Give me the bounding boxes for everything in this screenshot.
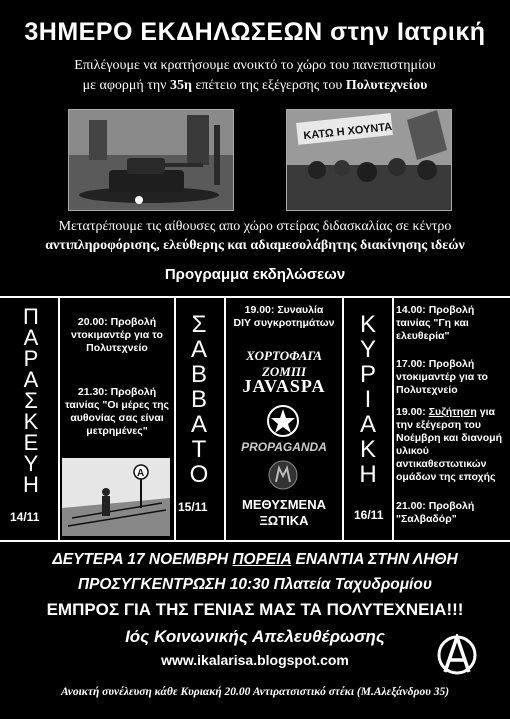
day-letter: Α	[190, 411, 207, 438]
assembly-note: Ανοικτή συνέλευση κάθε Κυριακή 20.00 Αντιρατσιστικό στέκι (Μ.Αλεξάνδρου 35)	[60, 686, 450, 698]
day-letter: Β	[190, 386, 207, 413]
intro-prefix: με αφορμή την	[82, 78, 170, 93]
star-icon	[266, 404, 300, 438]
intro-anniversary: 35η	[169, 78, 192, 93]
day-letter: Η	[23, 472, 39, 497]
event-text: Προβολή ταινίας "Γη και ελευθερία"	[396, 304, 475, 342]
day-letter: Ι	[364, 386, 372, 413]
event-text: Προβολή "Σαλβαδόρ"	[396, 500, 475, 525]
concert-subtitle: DIY συγκροτημάτων	[233, 317, 335, 329]
march-prefix: ΔΕΥΤΕΡΑ 17 ΝΟΕΜΒΡΗ	[52, 551, 233, 568]
propaganda-logo-icon	[268, 460, 298, 490]
tank-photo	[68, 109, 234, 211]
day-letter: Σ	[24, 388, 38, 413]
day-letter: Α	[23, 367, 39, 392]
saturday-label	[181, 312, 217, 487]
sunday-label	[350, 312, 386, 487]
band-1: ΧΟΡΤΟΦΑΓΑ ΖΟΜΠΙ	[245, 348, 323, 379]
divider-1	[58, 296, 60, 542]
grid-top-divider	[0, 296, 510, 298]
day-letter: Ε	[23, 430, 39, 455]
day-letter: Ρ	[23, 346, 39, 371]
event-time: 14.00:	[396, 304, 426, 316]
group-name: Ιός Κοινωνικής Απελευθέρωσης	[125, 627, 385, 646]
mid-line-2: αντιπληροφόρισης, ελεύθερης και αδιαμεσολάβητης διακίνησης ιδεών	[45, 238, 465, 253]
day-letter: Κ	[359, 311, 376, 338]
friday-label	[14, 306, 48, 495]
protest-photo	[286, 109, 452, 211]
sunday-event-4	[396, 500, 506, 526]
anarchy-a-icon	[436, 634, 478, 676]
event-time: 21.00:	[396, 500, 426, 512]
day-letter: Κ	[23, 409, 39, 434]
event-time: 19.00:	[396, 406, 426, 418]
intro-line-1: Επιλέγουμε να κρατήσουμε ανοικτό το χώρο του πανεπιστημίου	[74, 58, 436, 73]
event-text: για την εξέγερση του Νοέμβρη και διανομή υλικού αντικαθεστωτικών ομάδων της εποχής	[396, 406, 503, 483]
banner-text: ΚΑΤΩ Η ΧΟΥΝΤΑ	[302, 120, 393, 143]
band-4-line-1: ΜΕΘΥΣΜΕΝΑ	[242, 497, 326, 512]
divider-5	[392, 296, 394, 542]
event-text: Προβολή ντοκιμαντέρ για το Πολυτεχνείο	[396, 358, 488, 396]
slogan: ΕΜΠΡΟΣ ΓΙΑ ΤΗΣ ΓΕΝΙΑΣ ΜΑΣ ΤΑ ΠΟΛΥΤΕΧΝΕΙΑ!!!	[46, 600, 464, 619]
march-keyword: ΠΟΡΕΙΑ	[232, 551, 292, 568]
day-letter: Υ	[23, 451, 39, 476]
sunday-event-2	[396, 358, 506, 397]
day-letter: Β	[190, 361, 207, 388]
intro-mid: επέτειο της εξέγερσης του	[191, 78, 346, 93]
sunday-event-1	[396, 304, 506, 343]
friday-illustration	[62, 458, 170, 536]
march-suffix: ΕΝΑΝΤΙΑ ΣΤΗΝ ΛΗΘΗ	[291, 551, 458, 568]
website-link[interactable]: www.ikalarisa.blogspot.com	[161, 652, 349, 668]
event-text: Προβολή ταινίας "Οι μέρες της αυθονίας σας είναι μετρημένες"	[65, 386, 169, 437]
friday-event-2	[64, 386, 170, 438]
divider-4	[342, 296, 344, 542]
friday-event-1	[64, 316, 170, 355]
day-letter: Τ	[191, 436, 207, 463]
event-text: Προβολή ντοκιμαντέρ για το Πολυτεχνείο	[71, 316, 163, 354]
saturday-date: 15/11	[178, 500, 208, 514]
concert-title: Συναυλία	[277, 304, 324, 316]
day-letter: Υ	[359, 336, 376, 363]
divider-3	[224, 296, 226, 542]
friday-date: 14/11	[10, 510, 40, 524]
band-3: PROPAGANDA	[241, 440, 327, 454]
sunday-event-3	[396, 406, 506, 484]
program-title: Προγραμμα εκδηλώσεων	[164, 266, 346, 283]
day-letter: Σ	[191, 311, 207, 338]
svg-text:A: A	[137, 468, 145, 479]
intro-line-2	[0, 78, 510, 94]
day-letter: Α	[190, 336, 207, 363]
band-2: JAVASPA	[242, 376, 326, 396]
saturday-concert	[228, 304, 340, 330]
band-4-line-2: ΞΩΤΙΚΑ	[259, 513, 309, 528]
intro-polytechnic: Πολυτεχνείου	[345, 78, 428, 93]
sunday-date: 16/11	[354, 508, 384, 522]
day-letter: Α	[23, 325, 39, 350]
event-time: 17.00:	[396, 358, 426, 370]
march-line	[0, 551, 510, 569]
day-letter: Α	[359, 411, 376, 438]
day-letter: Ο	[189, 461, 209, 488]
day-letter: Π	[23, 304, 39, 329]
page-title: 3ΗΜΕΡΟ ΕΚΔΗΛΩΣΕΩΝ στην Ιατρική	[24, 18, 486, 46]
mid-line-1: Μετατρέπουμε τις αίθουσες απο χώρο στείρας διδασκαλίας σε κέντρο	[58, 219, 452, 234]
event-time: 21.30:	[77, 386, 108, 398]
band-4	[228, 497, 340, 529]
day-letter: Η	[359, 461, 377, 488]
grid-bottom-divider	[0, 540, 510, 542]
event-time: 19.00:	[244, 304, 275, 316]
day-letter: Κ	[359, 436, 376, 463]
event-keyword: Συζήτηση	[428, 406, 477, 418]
event-time: 20.00:	[77, 316, 108, 328]
gathering-line: ΠΡΟΣΥΓΚΕΝΤΡΩΣΗ 10:30 Πλατεία Ταχυδρομίου	[77, 576, 433, 593]
divider-2	[174, 296, 176, 542]
day-letter: Ρ	[359, 361, 376, 388]
